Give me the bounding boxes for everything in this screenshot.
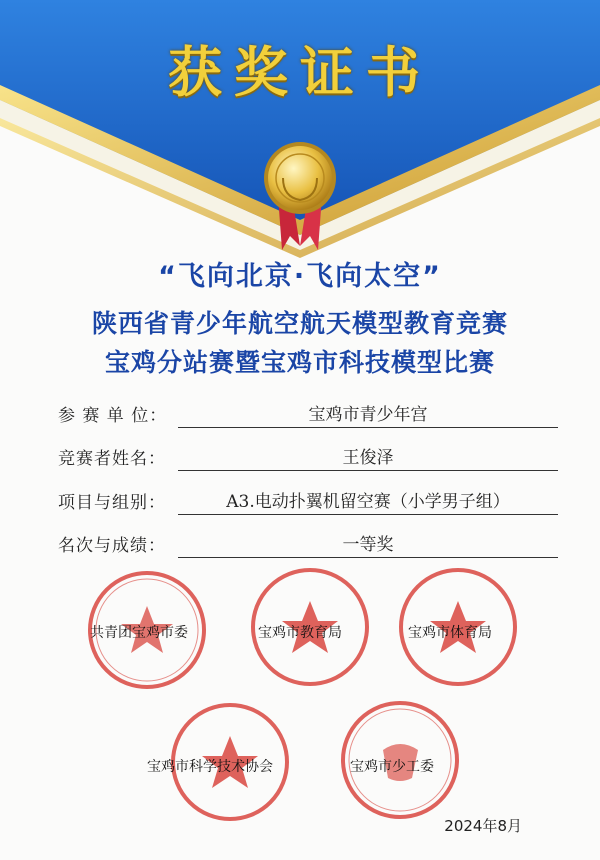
certificate-title: 获奖证书 — [168, 40, 432, 104]
field-row-unit — [58, 398, 558, 428]
field-label: 竞赛者姓名： — [58, 449, 166, 469]
field-row-rank — [58, 528, 558, 558]
issue-date: 2024年8月 — [444, 817, 522, 835]
field-label: 名次与成绩： — [58, 536, 166, 556]
field-underline — [178, 470, 558, 471]
field-underline — [178, 514, 558, 515]
field-underline — [178, 427, 558, 428]
field-label: 参 赛 单 位： — [58, 406, 168, 426]
field-underline — [178, 557, 558, 558]
field-value-project: A3.电动扑翼机留空赛（小学男子组） — [226, 492, 510, 512]
field-value-rank: 一等奖 — [342, 535, 394, 555]
field-value-name: 王俊泽 — [342, 448, 394, 468]
field-label: 项目与组别： — [58, 493, 166, 513]
event-name-line1: 陕西省青少年航空航天模型教育竞赛 — [91, 309, 508, 338]
event-slogan: “飞向北京·飞向太空” — [158, 261, 442, 292]
issuer-young-pioneers: 宝鸡市少工委 — [350, 759, 434, 775]
event-name-line2: 宝鸡分站赛暨宝鸡市科技模型比赛 — [104, 348, 495, 377]
issuer-youth-league: 共青团宝鸡市委 — [90, 625, 188, 641]
field-row-project — [58, 485, 558, 515]
issuer-sports-bureau: 宝鸡市体育局 — [408, 625, 492, 641]
issuer-education-bureau: 宝鸡市教育局 — [258, 625, 342, 641]
field-row-name — [58, 441, 558, 471]
field-value-unit: 宝鸡市青少年宫 — [308, 405, 428, 425]
issuer-science-association: 宝鸡市科学技术协会 — [147, 759, 273, 775]
